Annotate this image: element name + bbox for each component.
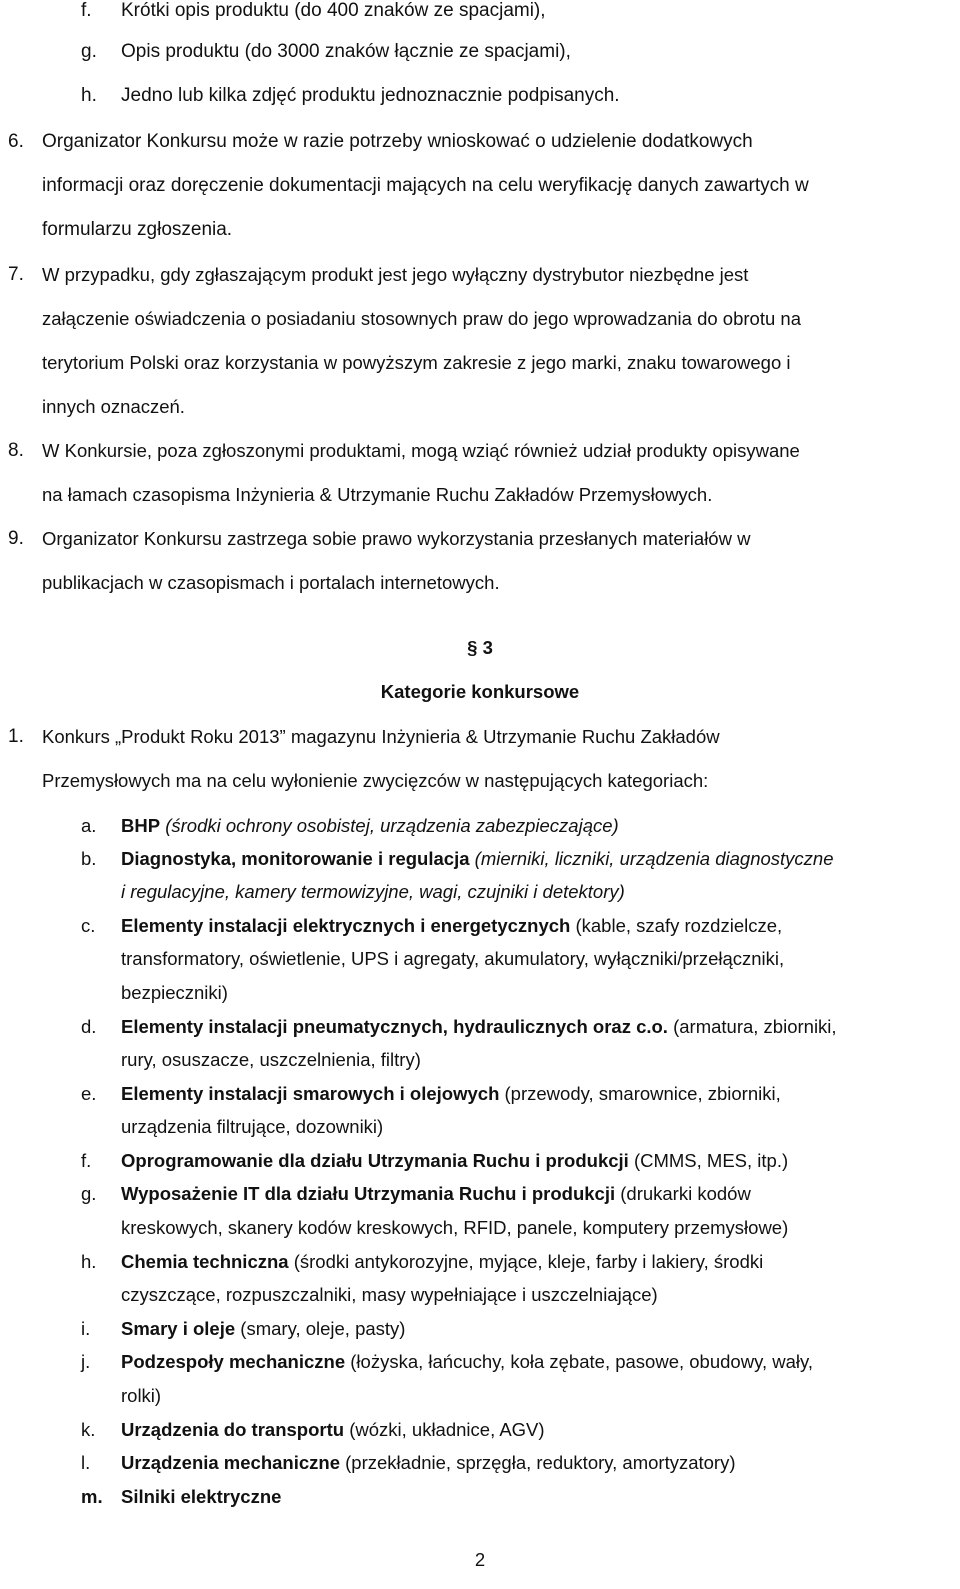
category-item — [121, 1016, 837, 1038]
paragraph-number: 7. — [8, 264, 24, 285]
category-item — [121, 1183, 751, 1205]
category-marker: m. — [81, 1486, 103, 1507]
category-marker: a. — [81, 815, 97, 836]
category-description: (przekładnie, sprzęgła, reduktory, amortyzatory) — [340, 1452, 736, 1473]
list-marker: h. — [81, 85, 97, 106]
category-continuation: czyszczące, rozpuszczalniki, masy wypełniające i uszczelniające) — [121, 1284, 658, 1305]
category-item — [121, 1452, 736, 1474]
list-marker: g. — [81, 41, 97, 62]
category-description: (armatura, zbiorniki, — [667, 1016, 837, 1037]
list-item-text: Krótki opis produktu (do 400 znaków ze spacjami), — [121, 0, 546, 21]
paragraph-line: załączenie oświadczenia o posiadaniu stosownych praw do jego wprowadzania do obrotu na — [42, 308, 801, 329]
category-description: (środki antykorozyjne, myjące, kleje, farby i lakiery, środki — [288, 1251, 764, 1272]
category-description: (CMMS, MES, itp.) — [628, 1150, 789, 1171]
list-item-text: Opis produktu (do 3000 znaków łącznie ze spacjami), — [121, 41, 571, 62]
category-item — [121, 915, 782, 937]
category-name: Urządzenia mechaniczne — [121, 1452, 340, 1473]
category-item — [121, 1486, 281, 1508]
category-description: (drukarki kodów — [615, 1183, 751, 1204]
category-name: Diagnostyka, monitorowanie i regulacja — [121, 848, 470, 869]
list-marker: f. — [81, 0, 92, 21]
category-item — [121, 848, 834, 870]
category-item — [121, 815, 619, 837]
paragraph-line: Organizator Konkursu może w razie potrzeby wnioskować o udzielenie dodatkowych — [42, 131, 753, 152]
section-number: § 3 — [467, 637, 493, 658]
category-continuation: urządzenia filtrujące, dozowniki) — [121, 1116, 384, 1137]
category-marker: d. — [81, 1016, 97, 1037]
category-description: (kable, szafy rozdzielcze, — [570, 915, 783, 936]
paragraph-number: 1. — [8, 726, 24, 747]
paragraph-line: terytorium Polski oraz korzystania w powyższym zakresie z jego marki, znaku towarowego i — [42, 352, 791, 373]
paragraph-line: na łamach czasopisma Inżynieria & Utrzymanie Ruchu Zakładów Przemysłowych. — [42, 484, 713, 505]
section-title: Kategorie konkursowe — [380, 681, 580, 702]
category-continuation: transformatory, oświetlenie, UPS i agregaty, akumulatory, wyłączniki/przełączniki, — [121, 948, 785, 969]
category-name: Wyposażenie IT dla działu Utrzymania Ruchu i produkcji — [121, 1183, 616, 1204]
paragraph-line: innych oznaczeń. — [42, 396, 185, 417]
category-marker: j. — [81, 1351, 91, 1372]
category-name: Oprogramowanie dla działu Utrzymania Ruchu i produkcji — [121, 1150, 629, 1171]
paragraph-number: 9. — [8, 528, 24, 549]
category-description: (łożyska, łańcuchy, koła zębate, pasowe, obudowy, wały, — [345, 1351, 813, 1372]
category-continuation: i regulacyjne, kamery termowizyjne, wagi, czujniki i detektory) — [121, 881, 625, 902]
category-marker: l. — [81, 1452, 91, 1473]
paragraph-line: W Konkursie, poza zgłoszonymi produktami, mogą wziąć również udział produkty opisywane — [42, 440, 800, 461]
category-item — [121, 1318, 405, 1340]
category-item — [121, 1419, 545, 1441]
category-continuation: bezpieczniki) — [121, 982, 228, 1003]
category-marker: c. — [81, 915, 96, 936]
category-name: Smary i oleje — [121, 1318, 236, 1339]
paragraph-line: publikacjach w czasopismach i portalach internetowych. — [42, 572, 500, 593]
list-item-text: Jedno lub kilka zdjęć produktu jednoznacznie podpisanych. — [121, 85, 620, 106]
category-marker: k. — [81, 1419, 96, 1440]
category-marker: e. — [81, 1083, 97, 1104]
category-description: (przewody, smarownice, zbiorniki, — [499, 1083, 781, 1104]
category-continuation: rury, osuszacze, uszczelnienia, filtry) — [121, 1049, 421, 1070]
category-name: Elementy instalacji elektrycznych i energetycznych — [121, 915, 571, 936]
category-continuation: rolki) — [121, 1385, 162, 1406]
category-description: (smary, oleje, pasty) — [235, 1318, 406, 1339]
paragraph-line: W przypadku, gdy zgłaszającym produkt jest jego wyłączny dystrybutor niezbędne jest — [42, 264, 749, 285]
paragraph-line: formularzu zgłoszenia. — [42, 219, 233, 240]
category-description: (mierniki, liczniki, urządzenia diagnostyczne — [469, 848, 834, 869]
paragraph-line: Przemysłowych ma na celu wyłonienie zwycięzców w następujących kategoriach: — [42, 770, 709, 791]
category-marker: f. — [81, 1150, 92, 1171]
category-marker: i. — [81, 1318, 91, 1339]
category-marker: b. — [81, 848, 97, 869]
category-item — [121, 1150, 788, 1172]
paragraph-number: 6. — [8, 131, 24, 152]
category-description: (środki ochrony osobistej, urządzenia zabezpieczające) — [160, 815, 619, 836]
paragraph-line: Konkurs „Produkt Roku 2013” magazynu Inżynieria & Utrzymanie Ruchu Zakładów — [42, 726, 720, 747]
category-item — [121, 1083, 781, 1105]
paragraph-line: Organizator Konkursu zastrzega sobie prawo wykorzystania przesłanych materiałów w — [42, 528, 751, 549]
category-name: Podzespoły mechaniczne — [121, 1351, 346, 1372]
category-continuation: kreskowych, skanery kodów kreskowych, RFID, panele, komputery przemysłowe) — [121, 1217, 789, 1238]
page-number: 2 — [474, 1549, 486, 1570]
paragraph-number: 8. — [8, 440, 24, 461]
category-marker: h. — [81, 1251, 97, 1272]
category-name: BHP — [121, 815, 161, 836]
category-marker: g. — [81, 1183, 97, 1204]
category-item — [121, 1251, 763, 1273]
category-name: Elementy instalacji pneumatycznych, hydraulicznych oraz c.o. — [121, 1016, 668, 1037]
category-name: Chemia techniczna — [121, 1251, 289, 1272]
category-description: (wózki, układnice, AGV) — [344, 1419, 545, 1440]
category-name: Elementy instalacji smarowych i olejowych — [121, 1083, 500, 1104]
category-name: Urządzenia do transportu — [121, 1419, 345, 1440]
paragraph-line: informacji oraz doręczenie dokumentacji mających na celu weryfikację danych zawartych w — [42, 175, 809, 196]
category-item — [121, 1351, 813, 1373]
category-name: Silniki elektryczne — [121, 1486, 282, 1507]
